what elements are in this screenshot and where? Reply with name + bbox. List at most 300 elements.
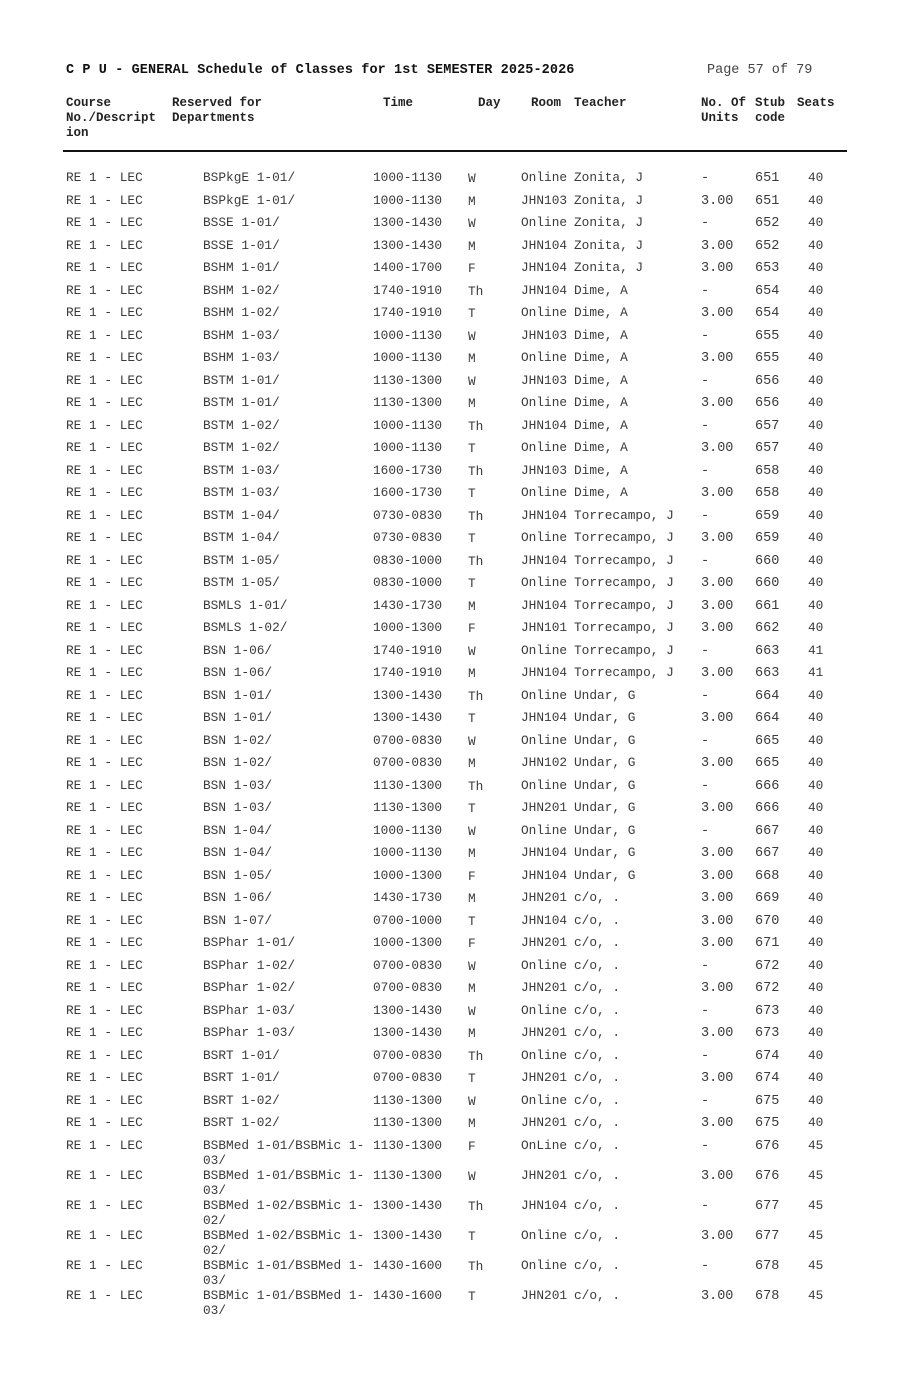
cell-course: RE 1 - LEC <box>66 710 143 725</box>
cell-time: 0700-0830 <box>373 957 443 973</box>
cell-dept: BSN 1-02/ <box>203 755 273 770</box>
cell-course: RE 1 - LEC <box>66 912 143 928</box>
cell-seats: 40 <box>808 957 824 973</box>
cell-units: 3.00 <box>701 306 734 321</box>
cell-seats: 40 <box>808 732 824 748</box>
cell-dept: BSN 1-06/ <box>203 642 273 658</box>
cell-course: RE 1 - LEC <box>66 1002 143 1018</box>
cell-course: RE 1 - LEC <box>66 575 143 590</box>
cell-room: JHN201 <box>521 935 568 950</box>
cell-course: RE 1 - LEC <box>66 440 143 455</box>
cell-seats: 40 <box>808 867 824 883</box>
cell-room: JHN104 <box>521 597 568 613</box>
cell-room: JHN104 <box>521 845 568 860</box>
cell-dept: BSTM 1-01/ <box>203 395 280 410</box>
cell-units: 3.00 <box>701 868 734 884</box>
cell-teacher: c/o, . <box>574 890 621 905</box>
cell-stub: 674 <box>755 1071 780 1086</box>
cell-stub: 656 <box>755 373 780 389</box>
cell-teacher: Dime, A <box>574 485 628 500</box>
cell-course: RE 1 - LEC <box>66 462 143 478</box>
cell-room: Online <box>521 170 568 185</box>
cell-units: 3.00 <box>701 598 734 614</box>
cell-time: 1000-1130 <box>373 192 443 208</box>
cell-teacher: Undar, G <box>574 867 636 883</box>
cell-seats: 40 <box>808 260 824 275</box>
cell-day: M <box>468 891 476 906</box>
cell-time: 1130-1300 <box>373 1092 443 1108</box>
cell-units: 3.00 <box>701 1071 734 1086</box>
cell-time: 1130-1300 <box>373 1115 443 1130</box>
cell-units: - <box>701 778 710 794</box>
cell-units: 3.00 <box>701 261 734 276</box>
cell-stub: 678 <box>755 1288 780 1304</box>
column-header-course: Course No./Descript ion <box>66 96 157 140</box>
cell-course: RE 1 - LEC <box>66 1227 143 1243</box>
cell-seats: 40 <box>808 980 824 995</box>
cell-time: 0700-0830 <box>373 755 443 770</box>
cell-units: - <box>701 328 710 344</box>
cell-units: 3.00 <box>701 396 734 411</box>
cell-day: T <box>468 1288 476 1304</box>
cell-dept: BSTM 1-02/ <box>203 417 280 433</box>
cell-room: Online <box>521 305 568 320</box>
cell-day: T <box>468 1228 476 1244</box>
cell-dept: BSN 1-04/ <box>203 845 273 860</box>
cell-units: 3.00 <box>701 1228 734 1244</box>
cell-day: Th <box>468 688 484 704</box>
cell-seats: 40 <box>808 1002 824 1018</box>
cell-seats: 40 <box>808 440 824 455</box>
cell-teacher: Dime, A <box>574 372 628 388</box>
cell-room: JHN201 <box>521 1287 568 1303</box>
cell-time: 1300-1430 <box>373 710 443 725</box>
cell-stub: 664 <box>755 688 780 704</box>
cell-dept: BSRT 1-02/ <box>203 1092 280 1108</box>
cell-seats: 40 <box>808 170 824 185</box>
cell-dept: BSPhar 1-02/ <box>203 980 296 995</box>
cell-room: Online <box>521 350 568 365</box>
cell-time: 1000-1300 <box>373 867 443 883</box>
cell-dept: BSBMed 1-02/BSBMic 1-02/ <box>203 1197 365 1228</box>
cell-stub: 675 <box>755 1116 780 1131</box>
cell-units: 3.00 <box>701 441 734 456</box>
cell-stub: 674 <box>755 1048 780 1064</box>
cell-stub: 666 <box>755 778 780 794</box>
cell-units: - <box>701 1138 710 1154</box>
cell-teacher: Torrecampo, J <box>574 552 674 568</box>
cell-teacher: Undar, G <box>574 822 636 838</box>
cell-course: RE 1 - LEC <box>66 845 143 860</box>
cell-dept: BSN 1-07/ <box>203 912 273 928</box>
cell-day: M <box>468 193 476 209</box>
cell-seats: 45 <box>808 1167 824 1183</box>
cell-units: 3.00 <box>701 1116 734 1131</box>
cell-time: 1600-1730 <box>373 462 443 478</box>
cell-room: Online <box>521 732 568 748</box>
cell-day: W <box>468 328 476 344</box>
cell-units: 3.00 <box>701 1026 734 1041</box>
cell-units: - <box>701 958 710 974</box>
cell-seats: 40 <box>808 1115 824 1130</box>
cell-units: - <box>701 418 710 434</box>
cell-dept: BSBMic 1-01/BSBMed 1-03/ <box>203 1287 365 1318</box>
cell-seats: 40 <box>808 620 824 635</box>
cell-seats: 40 <box>808 215 824 230</box>
cell-day: Th <box>468 508 484 524</box>
cell-dept: BSHM 1-03/ <box>203 327 280 343</box>
cell-time: 1300-1430 <box>373 687 443 703</box>
cell-stub: 658 <box>755 463 780 479</box>
cell-dept: BSTM 1-04/ <box>203 530 280 545</box>
cell-teacher: Torrecampo, J <box>574 597 674 613</box>
cell-room: JHN103 <box>521 372 568 388</box>
cell-course: RE 1 - LEC <box>66 305 143 320</box>
cell-teacher: Dime, A <box>574 462 628 478</box>
cell-room: Online <box>521 1227 568 1243</box>
cell-room: Online <box>521 485 568 500</box>
cell-units: 3.00 <box>701 846 734 861</box>
cell-time: 1000-1300 <box>373 620 443 635</box>
cell-teacher: Torrecampo, J <box>574 575 674 590</box>
cell-units: 3.00 <box>701 193 734 209</box>
cell-course: RE 1 - LEC <box>66 1167 143 1183</box>
column-header-day: Day <box>478 96 501 110</box>
cell-day: W <box>468 216 476 231</box>
cell-units: - <box>701 283 710 299</box>
cell-room: Online <box>521 395 568 410</box>
cell-day: Th <box>468 553 484 569</box>
cell-dept: BSBMed 1-01/BSBMic 1-03/ <box>203 1167 365 1198</box>
cell-teacher: c/o, . <box>574 980 621 995</box>
cell-stub: 670 <box>755 913 780 929</box>
cell-room: JHN201 <box>521 1167 568 1183</box>
cell-day: Th <box>468 463 484 479</box>
header-rule <box>63 150 847 152</box>
cell-day: M <box>468 1026 476 1041</box>
cell-course: RE 1 - LEC <box>66 822 143 838</box>
cell-seats: 40 <box>808 800 824 815</box>
cell-seats: 40 <box>808 1092 824 1108</box>
cell-time: 1130-1300 <box>373 1167 443 1183</box>
cell-day: W <box>468 171 476 186</box>
cell-teacher: c/o, . <box>574 1287 621 1303</box>
cell-units: 3.00 <box>701 351 734 366</box>
cell-course: RE 1 - LEC <box>66 350 143 365</box>
cell-seats: 41 <box>808 665 824 680</box>
cell-course: RE 1 - LEC <box>66 1137 143 1153</box>
cell-course: RE 1 - LEC <box>66 192 143 208</box>
cell-seats: 40 <box>808 822 824 838</box>
cell-room: JHN104 <box>521 912 568 928</box>
cell-teacher: c/o, . <box>574 1167 621 1183</box>
cell-teacher: Dime, A <box>574 305 628 320</box>
cell-stub: 660 <box>755 576 780 591</box>
cell-stub: 657 <box>755 441 780 456</box>
cell-seats: 40 <box>808 327 824 343</box>
cell-teacher: Dime, A <box>574 282 628 298</box>
cell-seats: 40 <box>808 1070 824 1085</box>
cell-seats: 40 <box>808 552 824 568</box>
cell-time: 0700-0830 <box>373 980 443 995</box>
cell-dept: BSN 1-01/ <box>203 687 273 703</box>
cell-units: 3.00 <box>701 756 734 771</box>
cell-stub: 663 <box>755 666 780 681</box>
cell-time: 1400-1700 <box>373 260 443 275</box>
cell-teacher: Zonita, J <box>574 170 644 185</box>
cell-course: RE 1 - LEC <box>66 507 143 523</box>
cell-teacher: c/o, . <box>574 1070 621 1085</box>
cell-time: 1000-1130 <box>373 170 443 185</box>
cell-units: - <box>701 171 710 186</box>
cell-course: RE 1 - LEC <box>66 957 143 973</box>
cell-course: RE 1 - LEC <box>66 282 143 298</box>
cell-dept: BSTM 1-03/ <box>203 462 280 478</box>
cell-units: 3.00 <box>701 913 734 929</box>
cell-dept: BSTM 1-04/ <box>203 507 280 523</box>
cell-stub: 659 <box>755 508 780 524</box>
cell-room: JHN104 <box>521 1197 568 1213</box>
cell-course: RE 1 - LEC <box>66 552 143 568</box>
cell-teacher: c/o, . <box>574 1257 621 1273</box>
cell-seats: 40 <box>808 282 824 298</box>
cell-stub: 660 <box>755 553 780 569</box>
cell-course: RE 1 - LEC <box>66 1197 143 1213</box>
cell-seats: 40 <box>808 1025 824 1040</box>
cell-time: 1430-1600 <box>373 1257 443 1273</box>
cell-stub: 657 <box>755 418 780 434</box>
cell-time: 1130-1300 <box>373 800 443 815</box>
page-number: Page 57 of 79 <box>707 63 813 78</box>
cell-day: F <box>468 261 476 276</box>
cell-time: 1300-1430 <box>373 1197 443 1213</box>
cell-teacher: c/o, . <box>574 912 621 928</box>
cell-stub: 678 <box>755 1258 780 1274</box>
cell-time: 0830-1000 <box>373 552 443 568</box>
cell-time: 1740-1910 <box>373 642 443 658</box>
cell-room: Online <box>521 1002 568 1018</box>
cell-course: RE 1 - LEC <box>66 170 143 185</box>
cell-room: JHN104 <box>521 260 568 275</box>
cell-stub: 672 <box>755 981 780 996</box>
cell-course: RE 1 - LEC <box>66 485 143 500</box>
cell-units: 3.00 <box>701 666 734 681</box>
cell-course: RE 1 - LEC <box>66 980 143 995</box>
cell-teacher: c/o, . <box>574 1025 621 1040</box>
cell-units: 3.00 <box>701 621 734 636</box>
cell-units: - <box>701 373 710 389</box>
cell-time: 1740-1910 <box>373 305 443 320</box>
cell-stub: 663 <box>755 643 780 659</box>
cell-seats: 40 <box>808 687 824 703</box>
cell-course: RE 1 - LEC <box>66 1287 143 1303</box>
cell-dept: BSMLS 1-01/ <box>203 597 288 613</box>
cell-time: 1000-1130 <box>373 845 443 860</box>
cell-teacher: Undar, G <box>574 777 636 793</box>
cell-stub: 655 <box>755 351 780 366</box>
cell-day: T <box>468 711 476 726</box>
cell-day: Th <box>468 1258 484 1274</box>
cell-dept: BSRT 1-02/ <box>203 1115 280 1130</box>
cell-day: Th <box>468 778 484 794</box>
cell-room: JHN201 <box>521 1025 568 1040</box>
cell-room: Online <box>521 777 568 793</box>
cell-day: M <box>468 846 476 861</box>
cell-units: - <box>701 1093 710 1109</box>
cell-day: F <box>468 868 476 884</box>
cell-stub: 669 <box>755 891 780 906</box>
cell-dept: BSN 1-02/ <box>203 732 273 748</box>
cell-teacher: c/o, . <box>574 1047 621 1063</box>
column-header-reserved: Reserved for Departments <box>172 96 263 125</box>
cell-room: JHN104 <box>521 282 568 298</box>
cell-seats: 40 <box>808 485 824 500</box>
cell-dept: BSBMed 1-01/BSBMic 1-03/ <box>203 1137 365 1168</box>
cell-course: RE 1 - LEC <box>66 1070 143 1085</box>
cell-time: 1600-1730 <box>373 485 443 500</box>
cell-day: M <box>468 666 476 681</box>
cell-units: 3.00 <box>701 238 734 254</box>
cell-stub: 665 <box>755 733 780 749</box>
cell-time: 1300-1430 <box>373 1025 443 1040</box>
cell-room: JHN104 <box>521 710 568 725</box>
cell-dept: BSHM 1-03/ <box>203 350 280 365</box>
cell-room: JHN104 <box>521 552 568 568</box>
cell-room: Online <box>521 1257 568 1273</box>
cell-dept: BSHM 1-01/ <box>203 260 280 275</box>
cell-day: W <box>468 733 476 749</box>
cell-seats: 40 <box>808 755 824 770</box>
cell-stub: 677 <box>755 1198 780 1214</box>
cell-time: 1300-1430 <box>373 215 443 230</box>
cell-dept: BSMLS 1-02/ <box>203 620 288 635</box>
cell-room: JHN201 <box>521 1070 568 1085</box>
cell-course: RE 1 - LEC <box>66 867 143 883</box>
cell-stub: 675 <box>755 1093 780 1109</box>
cell-time: 1130-1300 <box>373 372 443 388</box>
cell-units: 3.00 <box>701 801 734 816</box>
cell-room: JHN104 <box>521 665 568 680</box>
cell-teacher: Torrecampo, J <box>574 642 674 658</box>
cell-room: Online <box>521 1092 568 1108</box>
column-header-room: Room <box>531 96 562 110</box>
cell-dept: BSN 1-03/ <box>203 800 273 815</box>
cell-units: - <box>701 553 710 569</box>
cell-teacher: Torrecampo, J <box>574 507 674 523</box>
cell-seats: 40 <box>808 462 824 478</box>
cell-units: - <box>701 216 710 231</box>
cell-seats: 40 <box>808 237 824 253</box>
cell-teacher: Zonita, J <box>574 237 644 253</box>
cell-seats: 40 <box>808 710 824 725</box>
cell-units: - <box>701 1003 710 1019</box>
cell-units: - <box>701 1048 710 1064</box>
cell-units: 3.00 <box>701 711 734 726</box>
cell-dept: BSTM 1-02/ <box>203 440 280 455</box>
cell-time: 1130-1300 <box>373 395 443 410</box>
cell-course: RE 1 - LEC <box>66 260 143 275</box>
cell-room: Online <box>521 575 568 590</box>
cell-course: RE 1 - LEC <box>66 1115 143 1130</box>
cell-course: RE 1 - LEC <box>66 687 143 703</box>
cell-dept: BSPhar 1-02/ <box>203 957 296 973</box>
cell-stub: 677 <box>755 1228 780 1244</box>
cell-day: M <box>468 756 476 771</box>
cell-units: - <box>701 1258 710 1274</box>
cell-day: M <box>468 598 476 614</box>
cell-teacher: Dime, A <box>574 327 628 343</box>
cell-room: Online <box>521 642 568 658</box>
cell-dept: BSHM 1-02/ <box>203 305 280 320</box>
cell-day: T <box>468 913 476 929</box>
cell-stub: 656 <box>755 396 780 411</box>
cell-room: Online <box>521 687 568 703</box>
cell-teacher: Undar, G <box>574 800 636 815</box>
cell-room: Online <box>521 957 568 973</box>
cell-teacher: Undar, G <box>574 755 636 770</box>
cell-units: - <box>701 823 710 839</box>
cell-teacher: Undar, G <box>574 710 636 725</box>
column-header-time: Time <box>383 96 414 110</box>
cell-day: F <box>468 1138 476 1154</box>
cell-time: 0700-0830 <box>373 1047 443 1063</box>
cell-dept: BSPhar 1-03/ <box>203 1002 296 1018</box>
cell-stub: 653 <box>755 261 780 276</box>
cell-day: M <box>468 238 476 254</box>
cell-seats: 40 <box>808 350 824 365</box>
cell-course: RE 1 - LEC <box>66 777 143 793</box>
cell-stub: 672 <box>755 958 780 974</box>
cell-room: JHN103 <box>521 327 568 343</box>
cell-course: RE 1 - LEC <box>66 372 143 388</box>
cell-room: JHN102 <box>521 755 568 770</box>
cell-stub: 654 <box>755 283 780 299</box>
cell-time: 0830-1000 <box>373 575 443 590</box>
cell-time: 1740-1910 <box>373 282 443 298</box>
cell-teacher: Torrecampo, J <box>574 620 674 635</box>
cell-stub: 671 <box>755 936 780 951</box>
cell-stub: 668 <box>755 868 780 884</box>
cell-stub: 652 <box>755 238 780 254</box>
cell-seats: 45 <box>808 1197 824 1213</box>
cell-day: T <box>468 801 476 816</box>
cell-room: JHN201 <box>521 980 568 995</box>
cell-teacher: Undar, G <box>574 687 636 703</box>
cell-dept: BSN 1-06/ <box>203 890 273 905</box>
cell-room: JHN101 <box>521 620 568 635</box>
cell-course: RE 1 - LEC <box>66 620 143 635</box>
cell-stub: 665 <box>755 756 780 771</box>
cell-dept: BSN 1-06/ <box>203 665 273 680</box>
cell-day: W <box>468 643 476 659</box>
cell-course: RE 1 - LEC <box>66 890 143 905</box>
cell-room: Online <box>521 530 568 545</box>
cell-teacher: c/o, . <box>574 1137 621 1153</box>
cell-day: F <box>468 621 476 636</box>
cell-teacher: Torrecampo, J <box>574 665 674 680</box>
cell-teacher: Dime, A <box>574 395 628 410</box>
cell-dept: BSRT 1-01/ <box>203 1047 280 1063</box>
cell-day: W <box>468 1093 476 1109</box>
cell-units: - <box>701 643 710 659</box>
cell-teacher: Undar, G <box>574 845 636 860</box>
page-title: C P U - GENERAL Schedule of Classes for 1st SEMESTER 2025-2026 <box>66 63 575 78</box>
cell-dept: BSBMic 1-01/BSBMed 1-03/ <box>203 1257 365 1288</box>
cell-course: RE 1 - LEC <box>66 395 143 410</box>
cell-course: RE 1 - LEC <box>66 732 143 748</box>
cell-time: 0700-0830 <box>373 1070 443 1085</box>
cell-time: 1130-1300 <box>373 1137 443 1153</box>
